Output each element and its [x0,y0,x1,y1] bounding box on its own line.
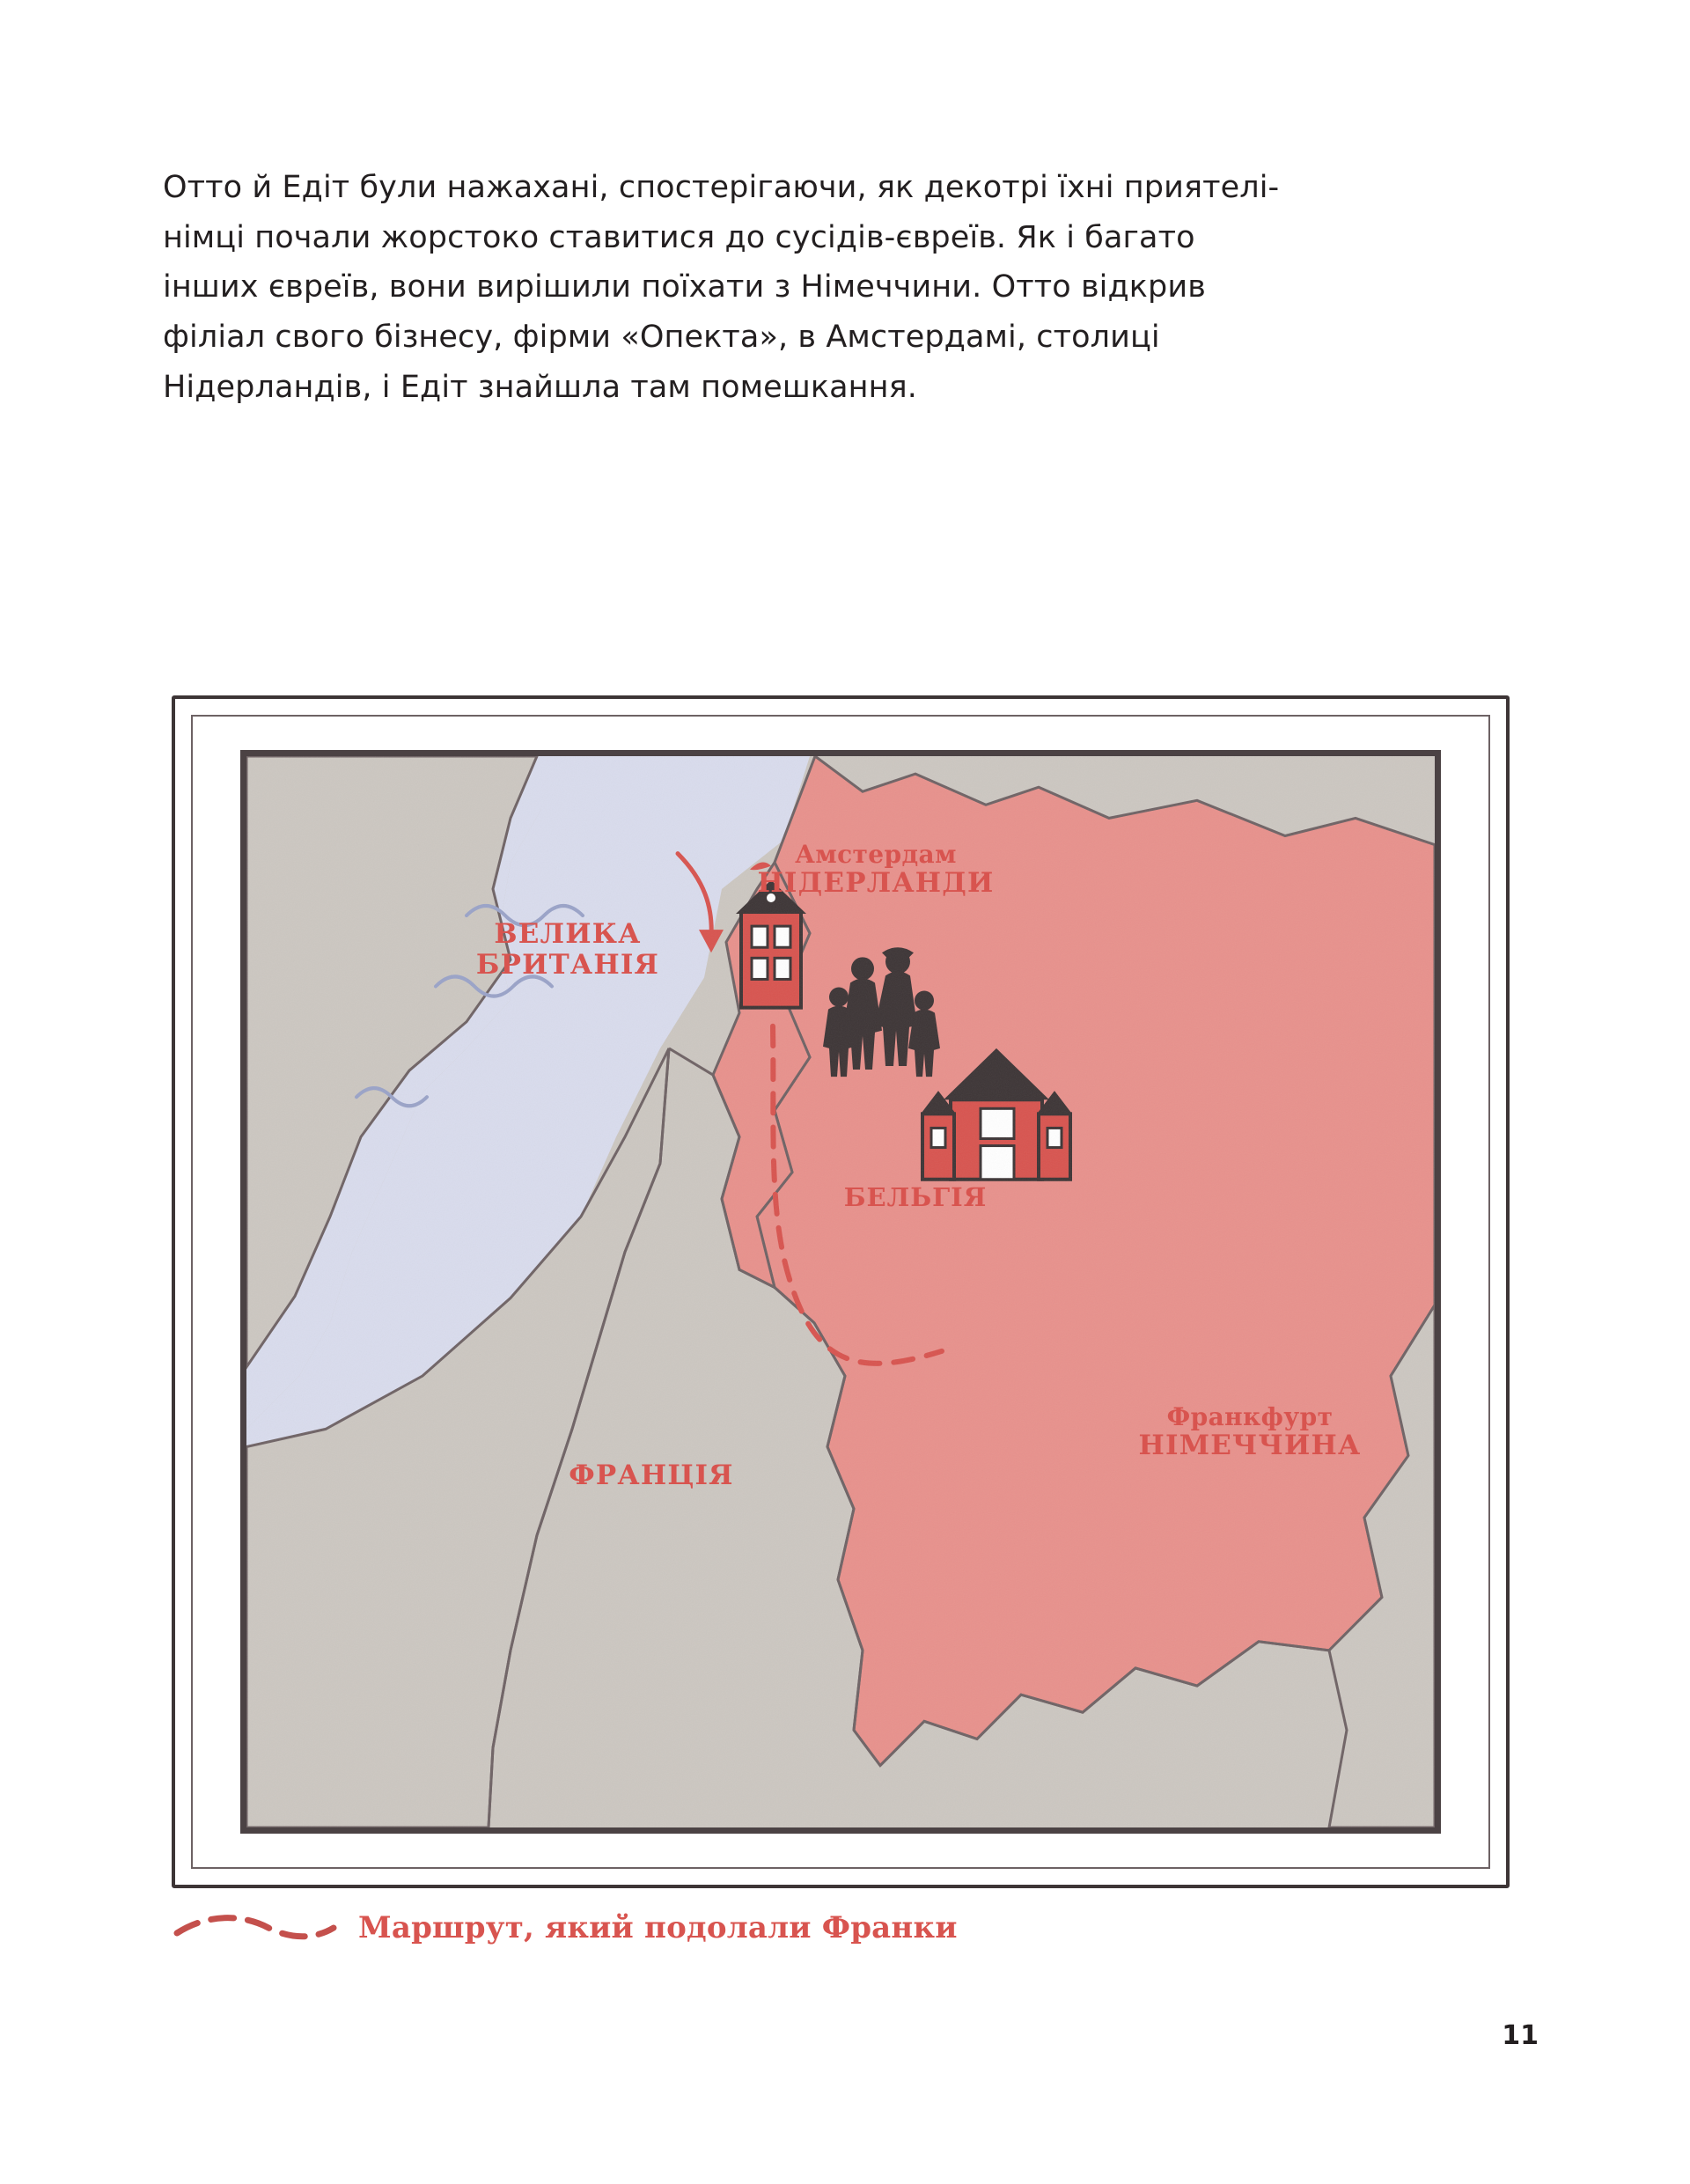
legend-route-label: Маршрут, який подолали Франки [358,1910,958,1945]
legend-dashed-route-icon [172,1910,339,1945]
frame-corner-top-left [191,715,223,746]
map-label-frankfurt: Франкфурт [1166,1402,1334,1431]
map-label-belgium: БЕЛЬГІЯ [843,1182,988,1212]
page-body-text [163,163,1281,412]
map-label-france: ФРАНЦІЯ [569,1460,734,1491]
map-label-amsterdam: Амстердам [795,840,957,869]
frame-corner-top-right [1459,715,1490,746]
frame-corner-bottom-left [191,1837,223,1869]
map-label-germany-country: НІМЕЧЧИНА [1138,1430,1362,1462]
map-window [240,750,1441,1834]
paragraph: Отто й Едіт були нажахані, спостерігаючи, як декотрі їхні приятелі-німці почали жорстоко ставитися до сусідів-євреїв. Як і багато інших євреїв, вони вирішили поїхати з Німеччини. Отто відкрив філіал свого бізнесу, фірми «Опекта», в Амстердамі, столиці Нідерландів, і Едіт знайшла там помешкання. [163,170,1280,405]
map-label-netherlands-country: НІДЕРЛАНДИ [757,867,995,900]
paper-grain-overlay [246,756,1435,1827]
frame-corner-bottom-right [1459,1837,1490,1869]
map-legend [172,1897,1316,1959]
map-graphic [246,756,1435,1827]
map-illustration [172,695,1510,1888]
map-label-great-britain: ВЕЛИКА БРИТАНІЯ [475,918,660,981]
page-number: 11 [1502,2020,1539,2051]
